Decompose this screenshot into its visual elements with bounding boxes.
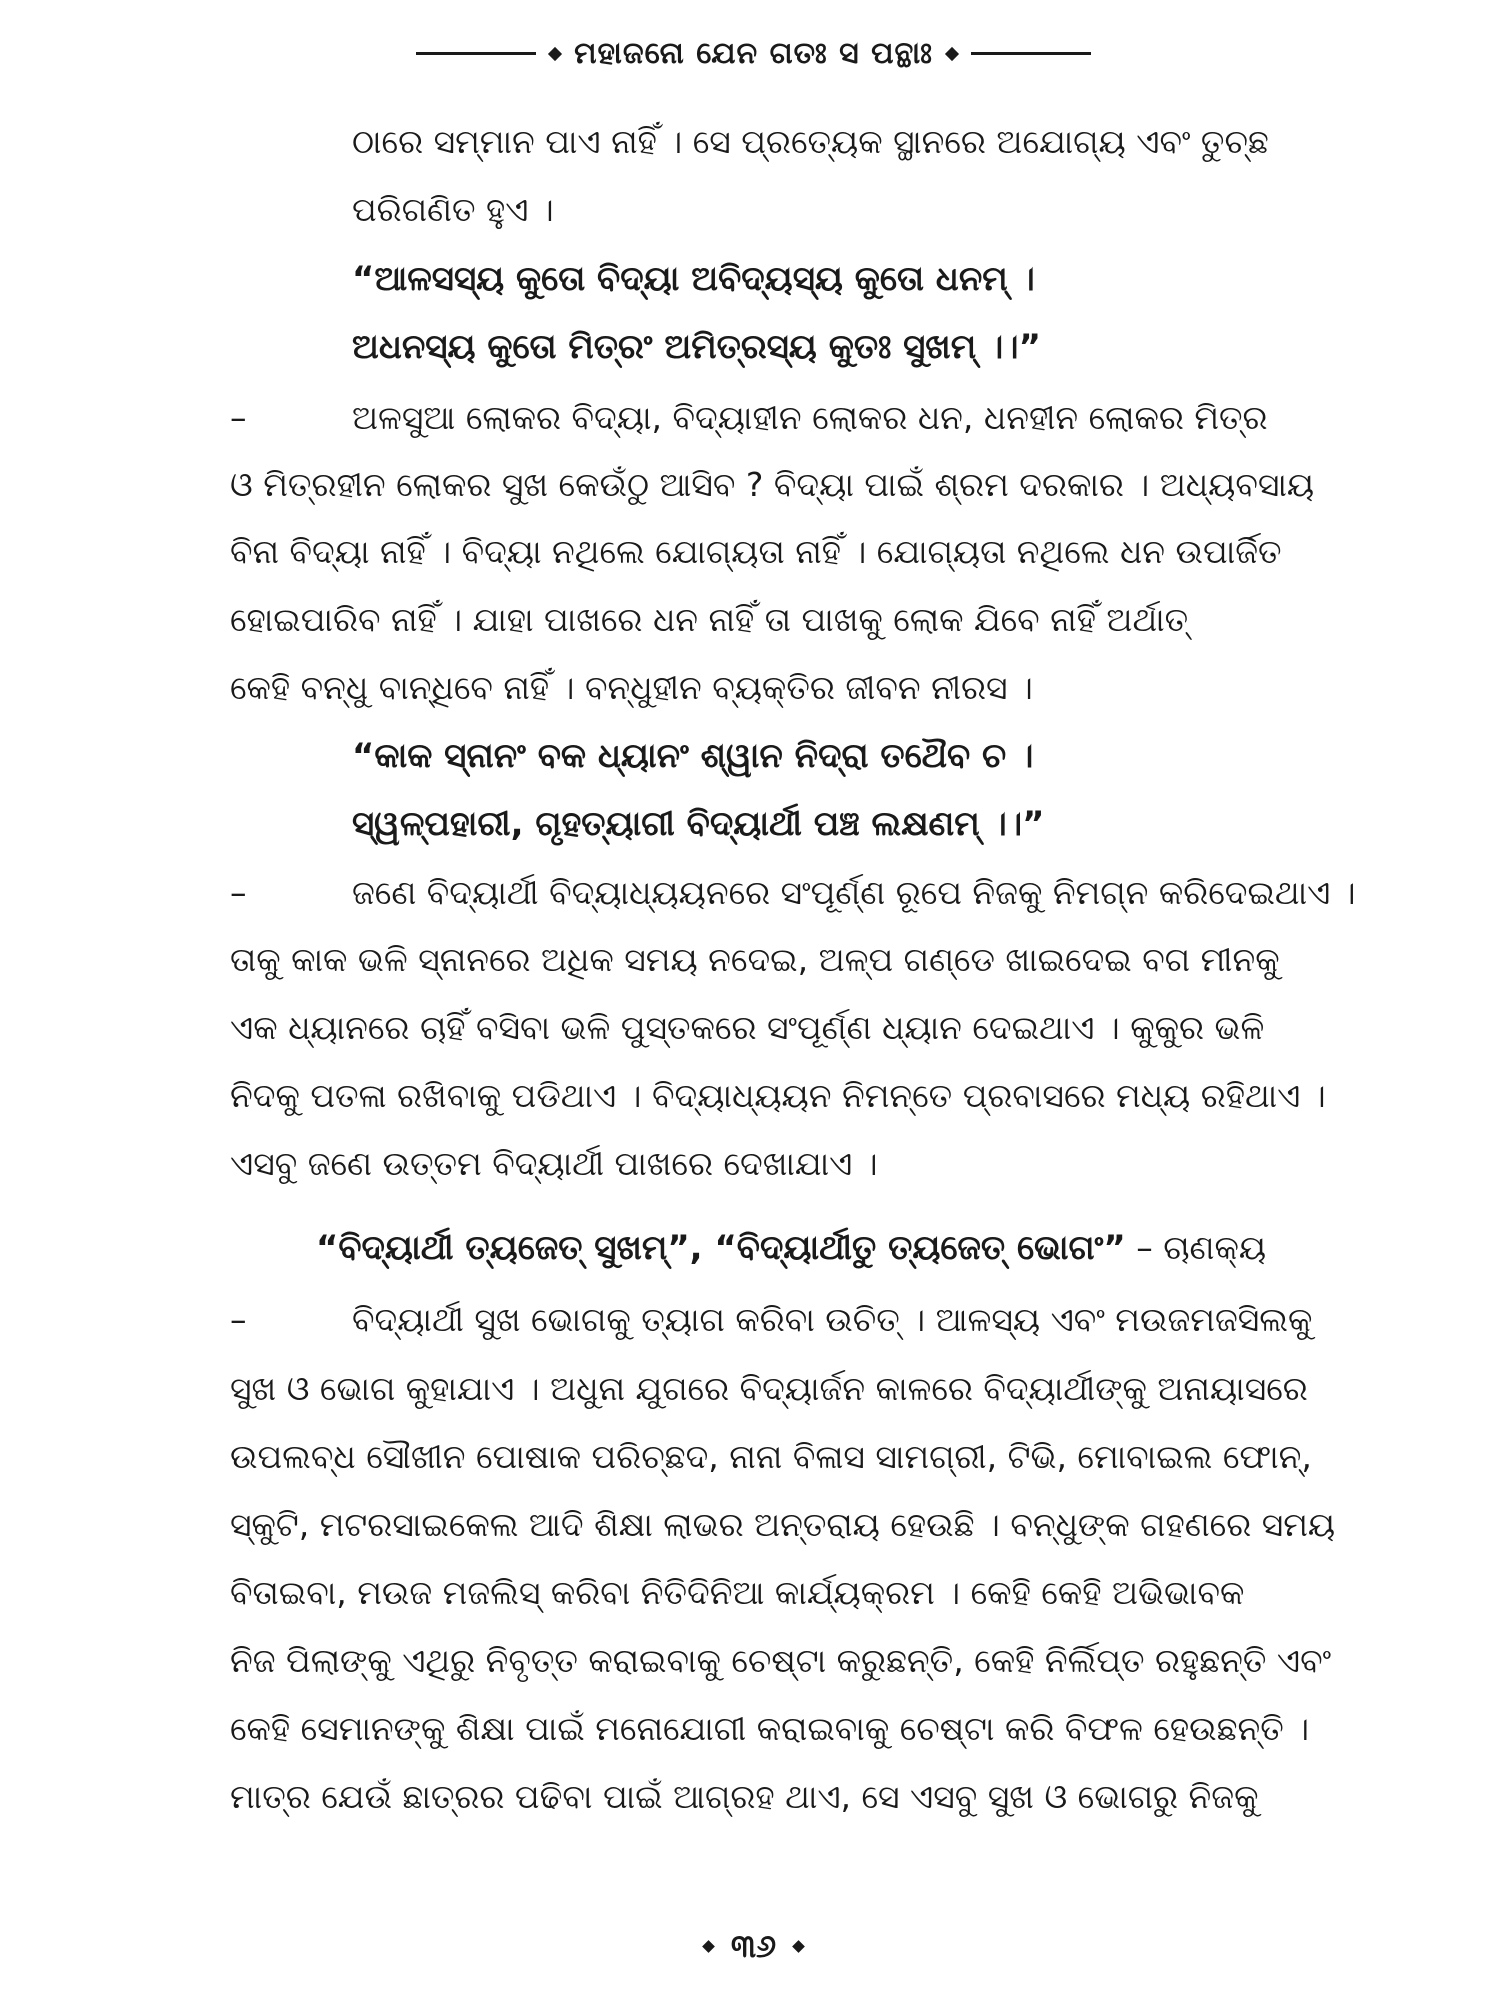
body-line: ସୁଖ ଓ ଭୋଗ କୁହାଯାଏ । ଅଧୁନା ଯୁଗରେ ବିଦ୍ୟାର୍ଜନ କାଳରେ ବିଦ୍ୟାର୍ଥୀଙ୍କୁ ଅନାୟାସରେ bbox=[230, 1369, 1308, 1408]
diamond-ornament-icon bbox=[548, 46, 562, 60]
body-line: ଅଳସୁଆ ଲୋକର ବିଦ୍ୟା, ବିଦ୍ୟାହୀନ ଲୋକର ଧନ, ଧନହୀନ ଲୋକର ମିତ୍ର bbox=[352, 398, 1268, 437]
chanakya-quote bbox=[316, 1228, 1266, 1269]
body-line: ଠାରେ ସମ୍ମାନ ପାଏ ନାହିଁ । ସେ ପ୍ରତ୍ୟେକ ସ୍ଥାନରେ ଅଯୋଗ୍ୟ ଏବଂ ତୁଚ୍ଛ bbox=[352, 122, 1269, 161]
running-header bbox=[0, 36, 1507, 71]
body-line: ବିନା ବିଦ୍ୟା ନାହିଁ । ବିଦ୍ୟା ନଥିଲେ ଯୋଗ୍ୟତା ନାହିଁ । ଯୋଗ୍ୟତା ନଥିଲେ ଧନ ଉପାର୍ଜିତ bbox=[230, 532, 1282, 571]
body-line: ବିଦ୍ୟାର୍ଥୀ ସୁଖ ଭୋଗକୁ ତ୍ୟାଗ କରିବା ଉଚିତ୍ । ଆଳସ୍ୟ ଏବଂ ମଉଜମଜସିଲକୁ bbox=[352, 1300, 1313, 1339]
body-line: କେହି ସେମାନଙ୍କୁ ଶିକ୍ଷା ପାଇଁ ମନୋଯୋଗୀ କରାଇବାକୁ ଚେଷ୍ଟା କରି ବିଫଳ ହେଉଛନ୍ତି । bbox=[230, 1709, 1310, 1748]
body-line: ନିଜ ପିଲାଙ୍କୁ ଏଥିରୁ ନିବୃତ୍ତ କରାଇବାକୁ ଚେଷ୍ଟା କରୁଛନ୍ତି, କେହି ନିର୍ଲିପ୍ତ ରହୁଛନ୍ତି ଏବଂ bbox=[230, 1641, 1332, 1680]
body-line: ମାତ୍ର ଯେଉଁ ଛାତ୍ରର ପଢିବା ପାଇଁ ଆଗ୍ରହ ଥାଏ, ସେ ଏସବୁ ସୁଖ ଓ ଭୋଗରୁ ନିଜକୁ bbox=[230, 1777, 1259, 1816]
body-line: ଓ ମିତ୍ରହୀନ ଲୋକର ସୁଖ କେଉଁଠୁ ଆସିବ ? ବିଦ୍ୟା ପାଇଁ ଶ୍ରମ ଦରକାର । ଅଧ୍ୟବସାୟ bbox=[230, 465, 1315, 504]
header-rule-left bbox=[416, 52, 536, 55]
body-line: ଉପଲବ୍ଧ ସୌଖୀନ ପୋଷାକ ପରିଚ୍ଛଦ, ନାନା ବିଳାସ ସାମଗ୍ରୀ, ଟିଭି, ମୋବାଇଲ ଫୋନ୍, bbox=[230, 1437, 1312, 1476]
header-title: ମହାଜନୋ ଯେନ ଗତଃ ସ ପନ୍ଥାଃ bbox=[574, 36, 933, 71]
body-line: ତାକୁ କାକ ଭଳି ସ୍ନାନରେ ଅଧିକ ସମୟ ନଦେଇ, ଅଳ୍ପ ଗଣ୍ଡେ ଖାଇଦେଇ ବଗ ମୀନକୁ bbox=[230, 940, 1280, 979]
diamond-ornament-icon bbox=[945, 46, 959, 60]
body-line: ସ୍କୁଟି, ମଟରସାଇକେଲ ଆଦି ଶିକ୍ଷା ଲାଭର ଅନ୍ତରାୟ ହେଉଛି । ବନ୍ଧୁଙ୍କ ଗହଣରେ ସମୟ bbox=[230, 1505, 1336, 1544]
page-footer bbox=[0, 1927, 1507, 1966]
explanation-dash: – bbox=[230, 398, 247, 437]
header-rule-right bbox=[971, 52, 1091, 55]
diamond-ornament-icon bbox=[792, 1940, 805, 1953]
diamond-ornament-icon bbox=[702, 1940, 715, 1953]
page-number: ୩୬ bbox=[730, 1927, 777, 1965]
sanskrit-verse-line: “ଆଳସସ୍ୟ କୁତୋ ବିଦ୍ୟା ଅବିଦ୍ୟସ୍ୟ କୁତୋ ଧନମ୍ । bbox=[352, 259, 1035, 299]
explanation-dash: – bbox=[230, 873, 247, 912]
sanskrit-verse-line: ସ୍ୱଳ୍ପହାରୀ, ଗୃହତ୍ୟାଗୀ ବିଦ୍ୟାର୍ଥୀ ପଞ୍ଚ ଲକ୍ଷଣମ୍ ।।” bbox=[352, 804, 1045, 844]
body-line: ଏକ ଧ୍ୟାନରେ ଚାହିଁ ବସିବା ଭଳି ପୁସ୍ତକରେ ସଂପୂର୍ଣ୍ଣ ଧ୍ୟାନ ଦେଇଥାଏ । କୁକୁର ଭଳି bbox=[230, 1008, 1265, 1047]
quote-text: “ବିଦ୍ୟାର୍ଥୀ ତ୍ୟଜେତ୍ ସୁଖମ୍”, “ବିଦ୍ୟାର୍ଥୀତୁ ତ୍ୟଜେତ୍ ଭୋଗଂ” bbox=[316, 1228, 1126, 1268]
quote-attribution: – ଚାଣକ୍ୟ bbox=[1125, 1228, 1267, 1267]
sanskrit-verse-line: “କାକ ସ୍ନାନଂ ବକ ଧ୍ୟାନଂ ଶ୍ୱାନ ନିଦ୍ରା ତଥୈବ ଚ । bbox=[352, 736, 1034, 776]
explanation-dash: – bbox=[230, 1300, 247, 1339]
body-line: ଜଣେ ବିଦ୍ୟାର୍ଥୀ ବିଦ୍ୟାଧ୍ୟୟନରେ ସଂପୂର୍ଣ୍ଣ ରୂପେ ନିଜକୁ ନିମଗ୍ନ କରିଦେଇଥାଏ । bbox=[352, 873, 1356, 912]
body-line: ପରିଗଣିତ ହୁଏ । bbox=[352, 190, 554, 229]
sanskrit-verse-line: ଅଧନସ୍ୟ କୁତୋ ମିତ୍ରଂ ଅମିତ୍ରସ୍ୟ କୁତଃ ସୁଖମ୍ ।।” bbox=[352, 327, 1041, 367]
body-line: ବିତାଇବା, ମଉଜ ମଜଲିସ୍ କରିବା ନିତିଦିନିଆ କାର୍ଯ୍ୟକ୍ରମ । କେହି କେହି ଅଭିଭାବକ bbox=[230, 1573, 1245, 1612]
body-line: ହୋଇପାରିବ ନାହିଁ । ଯାହା ପାଖରେ ଧନ ନାହିଁ ତା ପାଖକୁ ଲୋକ ଯିବେ ନାହିଁ ଅର୍ଥାତ୍ bbox=[230, 600, 1189, 639]
body-line: ଏସବୁ ଜଣେ ଉତ୍ତମ ବିଦ୍ୟାର୍ଥୀ ପାଖରେ ଦେଖାଯାଏ । bbox=[230, 1144, 878, 1183]
body-line: କେହି ବନ୍ଧୁ ବାନ୍ଧିବେ ନାହିଁ । ବନ୍ଧୁହୀନ ବ୍ୟକ୍ତିର ଜୀବନ ନୀରସ । bbox=[230, 668, 1033, 707]
body-line: ନିଦକୁ ପତଳା ରଖିବାକୁ ପଡିଥାଏ । ବିଦ୍ୟାଧ୍ୟୟନ ନିମନ୍ତେ ପ୍ରବାସରେ ମଧ୍ୟ ରହିଥାଏ । bbox=[230, 1076, 1326, 1115]
